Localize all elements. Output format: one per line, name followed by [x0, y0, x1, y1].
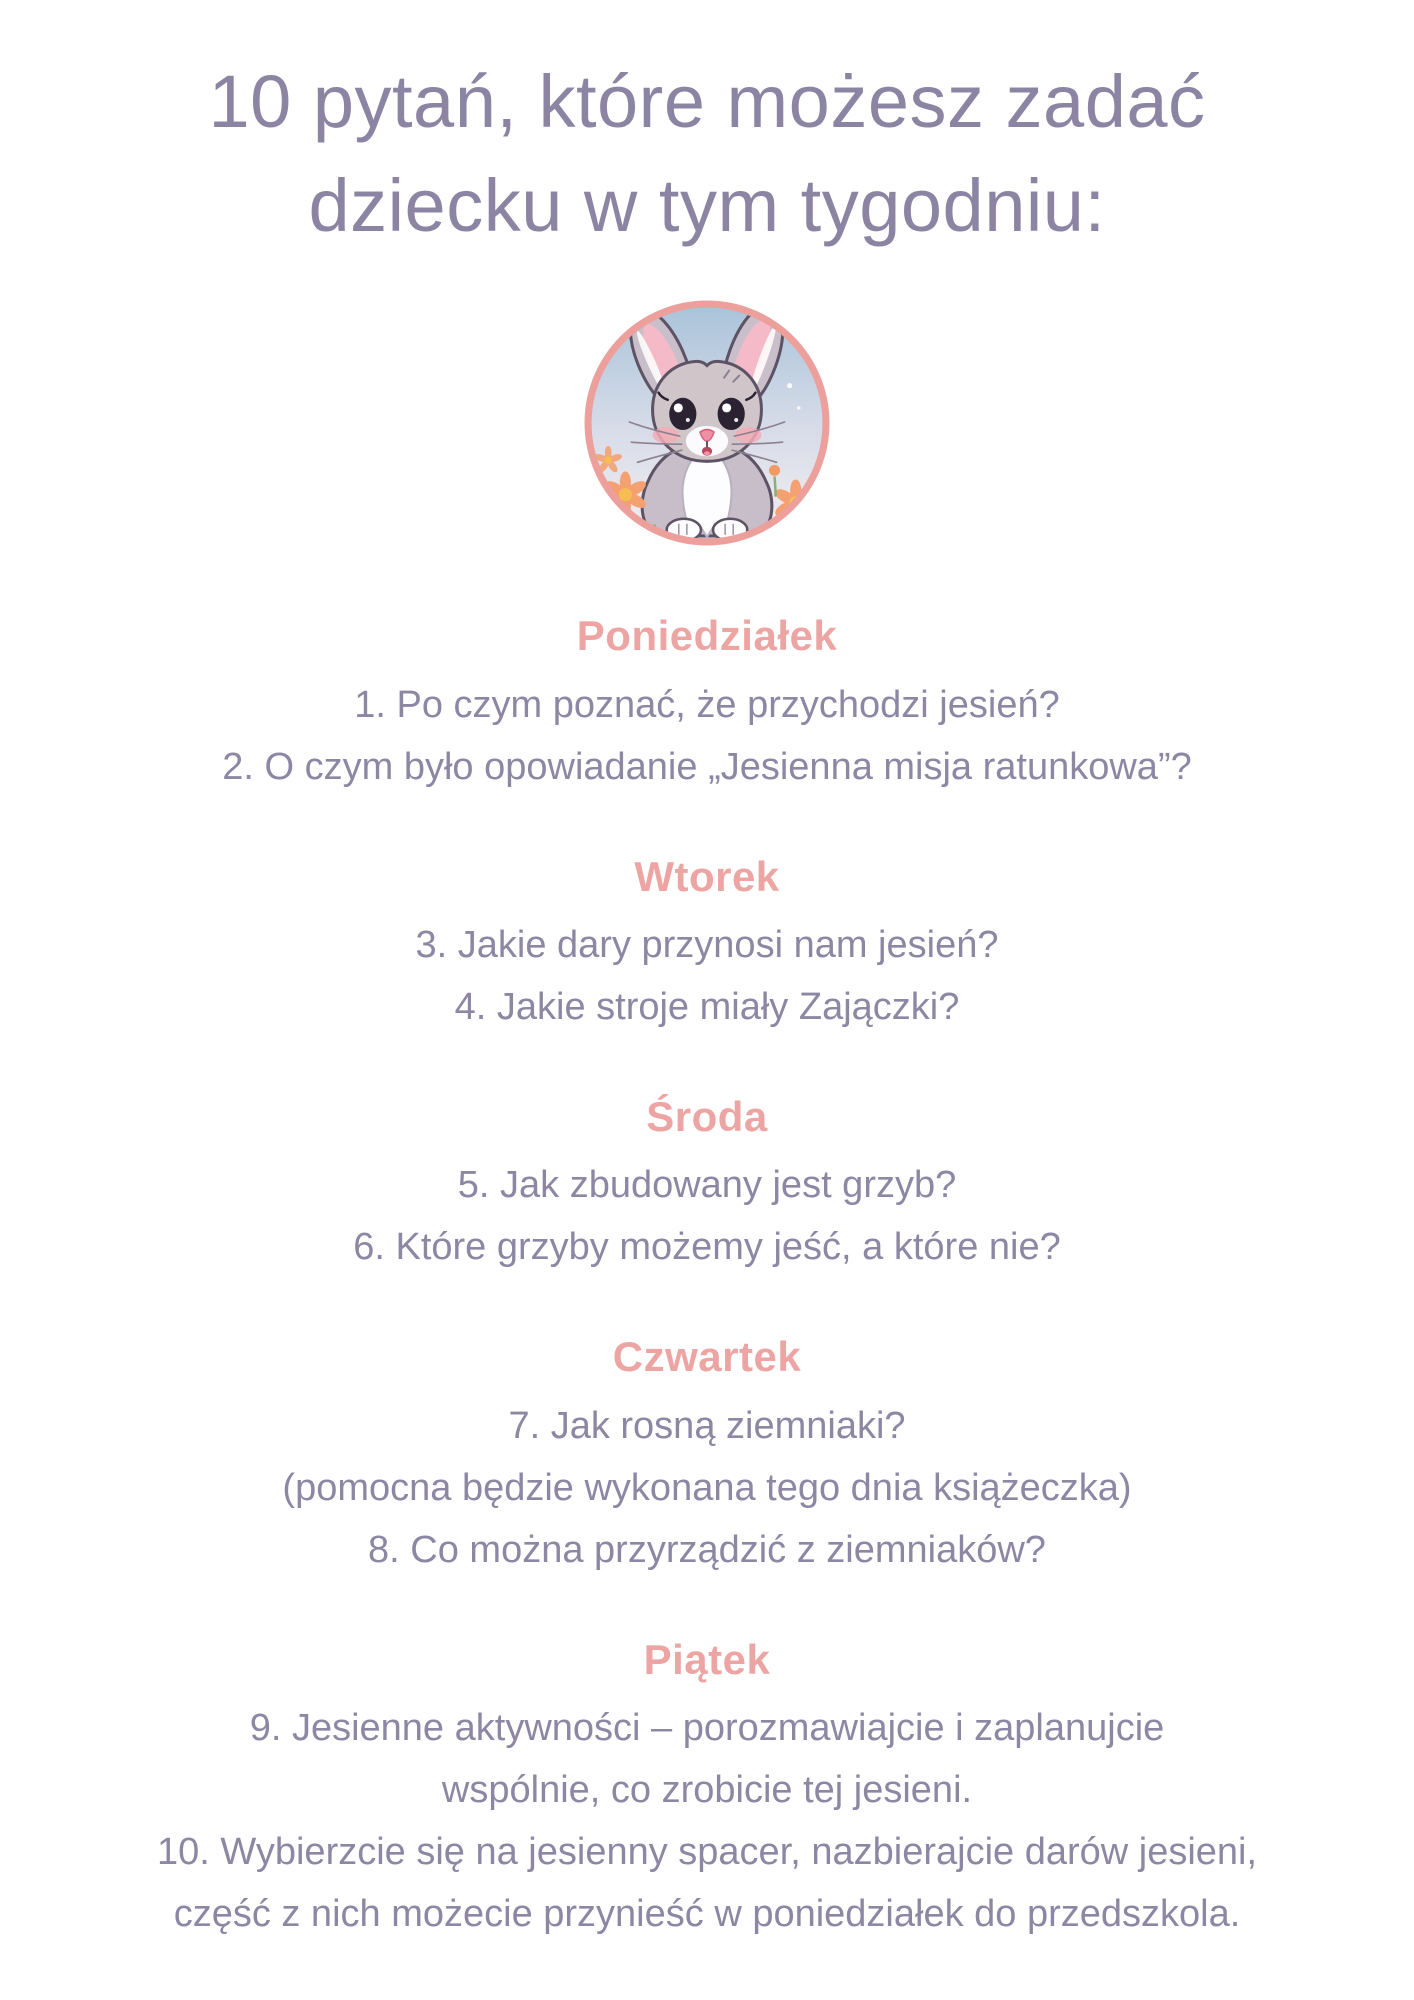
- day-heading-czwartek: Czwartek: [612, 1333, 802, 1381]
- question-line: 5. Jak zbudowany jest grzyb?: [457, 1164, 957, 1207]
- bunny-illustration-icon: [581, 297, 833, 549]
- page-title: [0, 0, 1414, 257]
- day-heading-piatek: Piątek: [643, 1635, 771, 1683]
- question-line: część z nich możecie przynieść w poniedziałek do przedszkola.: [173, 1893, 1241, 1936]
- day-heading-poniedzialek: Poniedziałek: [576, 612, 838, 660]
- question-line: 7. Jak rosną ziemniaki?: [508, 1404, 906, 1447]
- day-section-sroda: [0, 1092, 1414, 1278]
- question-line: 10. Wybierzcie się na jesienny spacer, nazbierajcie darów jesieni,: [156, 1831, 1258, 1874]
- page-title-line2: dziecku w tym tygodniu:: [308, 163, 1106, 247]
- day-section-czwartek: [0, 1332, 1414, 1580]
- question-line: (pomocna będzie wykonana tego dnia książeczka): [282, 1466, 1132, 1509]
- day-heading-wtorek: Wtorek: [634, 852, 780, 900]
- page-title-line1: 10 pytań, które możesz zadać: [208, 60, 1206, 143]
- question-line: 9. Jesienne aktywności – porozmawiajcie i zaplanujcie: [249, 1707, 1165, 1750]
- question-line: 8. Co można przyrządzić z ziemniaków?: [368, 1528, 1046, 1571]
- question-line: wspólnie, co zrobicie tej jesieni.: [441, 1769, 973, 1812]
- question-line: 1. Po czym poznać, że przychodzi jesień?: [354, 683, 1060, 726]
- illustration-container: [0, 297, 1414, 549]
- day-section-wtorek: [0, 852, 1414, 1038]
- day-section-poniedzialek: [0, 611, 1414, 797]
- question-line: 3. Jakie dary przynosi nam jesień?: [415, 923, 999, 966]
- question-line: 4. Jakie stroje miały Zajączki?: [454, 985, 960, 1028]
- day-heading-sroda: Środa: [646, 1092, 768, 1140]
- day-section-piatek: [0, 1635, 1414, 1945]
- week-question-list: [0, 611, 1414, 1945]
- question-line: 6. Które grzyby możemy jeść, a które nie?: [353, 1226, 1061, 1269]
- question-line: 2. O czym było opowiadanie „Jesienna misja ratunkowa”?: [222, 745, 1192, 788]
